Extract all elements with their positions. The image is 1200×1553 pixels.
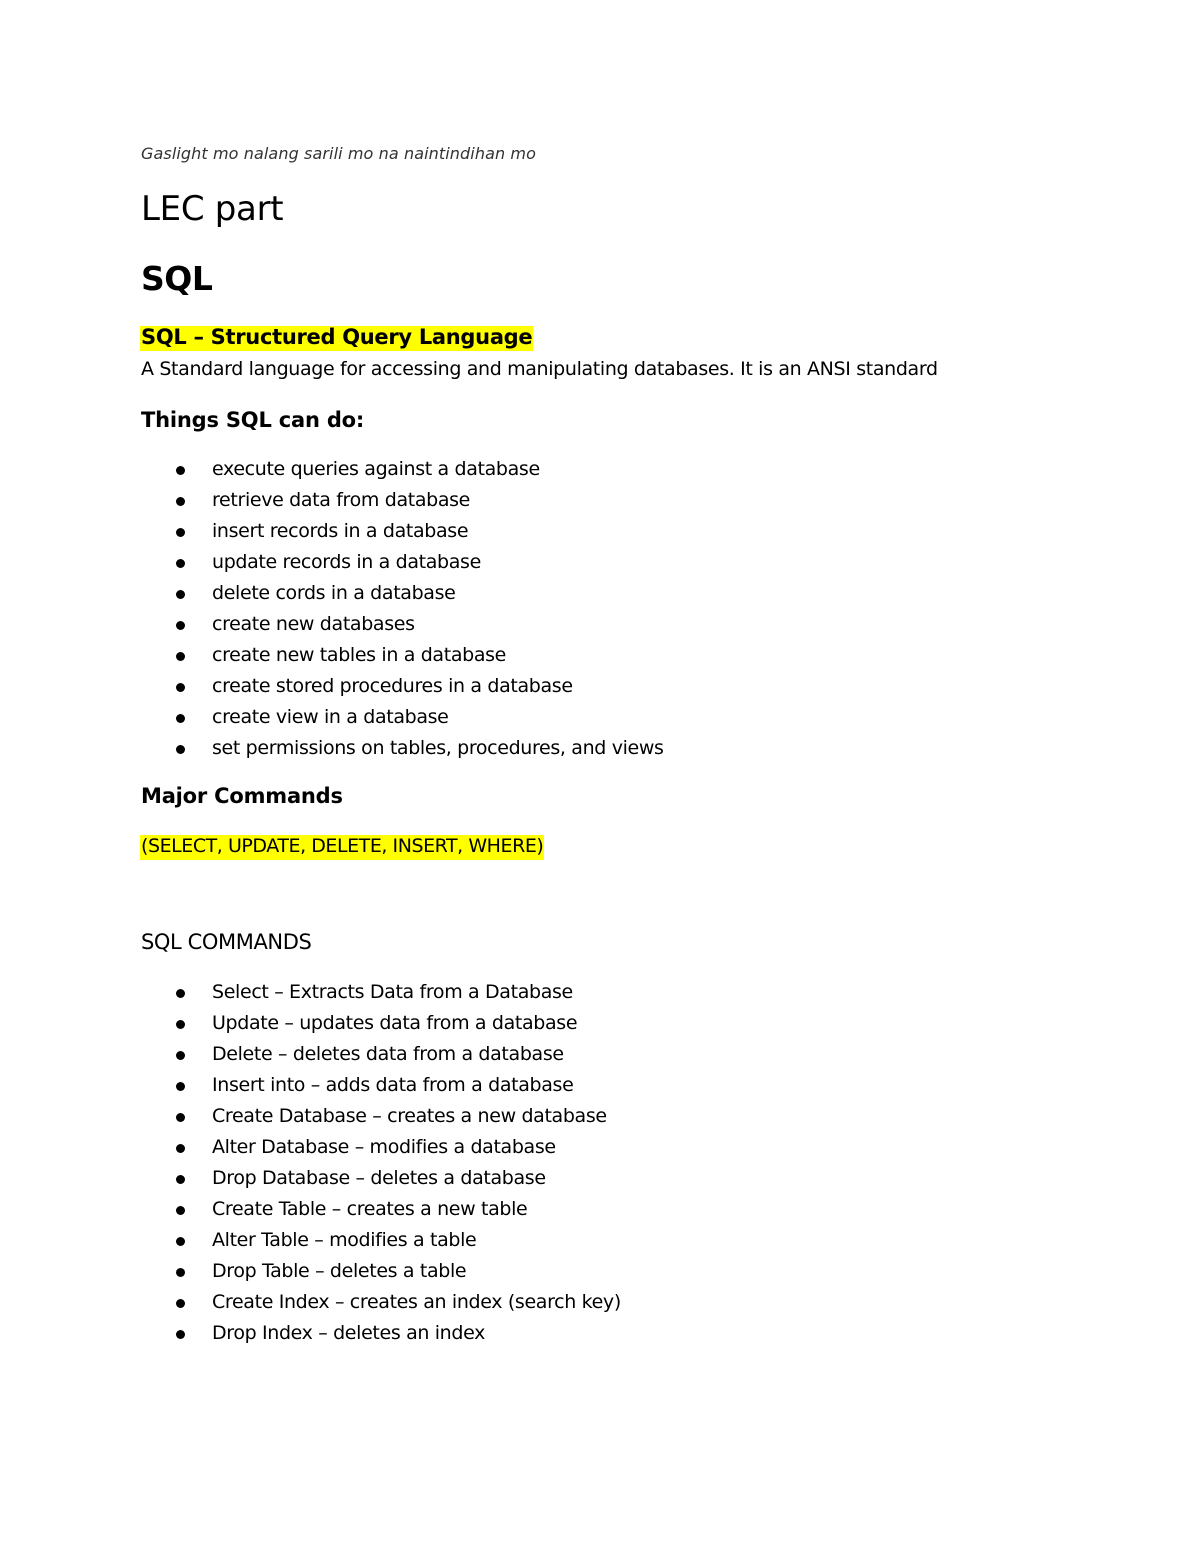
bullet-icon [176,1206,185,1215]
list-item-text: Alter Table – modifies a table [212,1229,477,1251]
list-item-text: create view in a database [212,706,449,728]
bullet-icon [176,683,185,692]
things-sql-can-do-heading: Things SQL can do: [141,408,365,432]
bullet-icon [176,1175,185,1184]
list-item-text: create new tables in a database [212,644,507,666]
list-item-text: Drop Index – deletes an index [212,1322,485,1344]
bullet-icon [176,1330,185,1339]
list-item-text: Select – Extracts Data from a Database [212,981,573,1003]
list-item-text: Create Table – creates a new table [212,1198,528,1220]
bullet-icon [176,652,185,661]
list-item-text: Alter Database – modifies a database [212,1136,556,1158]
bullet-icon [176,621,185,630]
page-title: LEC part [141,189,284,229]
bullet-icon [176,745,185,754]
definition-text: A Standard language for accessing and manipulating databases. It is an ANSI standard [141,358,938,380]
list-item-text: Drop Table – deletes a table [212,1260,467,1282]
bullet-icon [176,1144,185,1153]
intro-line: Gaslight mo nalang sarili mo na naintindihan mo [141,144,536,163]
bullet-icon [176,497,185,506]
list-item-text: retrieve data from database [212,489,471,511]
bullet-icon [176,989,185,998]
bullet-icon [176,1113,185,1122]
list-item-text: execute queries against a database [212,458,540,480]
bullet-icon [176,466,185,475]
list-item-text: Insert into – adds data from a database [212,1074,574,1096]
list-item-text: Drop Database – deletes a database [212,1167,546,1189]
list-item-text: create stored procedures in a database [212,675,573,697]
list-item-text: delete cords in a database [212,582,456,604]
bullet-icon [176,1082,185,1091]
list-item-text: update records in a database [212,551,481,573]
major-commands-values: (SELECT, UPDATE, DELETE, INSERT, WHERE) [140,835,544,860]
bullet-icon [176,559,185,568]
bullet-icon [176,1299,185,1308]
bullet-icon [176,1020,185,1029]
definition-heading: SQL – Structured Query Language [141,325,533,349]
list-item-text: Delete – deletes data from a database [212,1043,564,1065]
list-item-text: Create Index – creates an index (search key) [212,1291,621,1313]
sql-commands-heading: SQL COMMANDS [141,930,312,954]
list-item-text: Create Database – creates a new database [212,1105,607,1127]
bullet-icon [176,1237,185,1246]
bullet-icon [176,590,185,599]
bullet-icon [176,528,185,537]
list-item-text: create new databases [212,613,415,635]
bullet-icon [176,1051,185,1060]
list-item-text: Update – updates data from a database [212,1012,578,1034]
bullet-icon [176,1268,185,1277]
list-item-text: set permissions on tables, procedures, and views [212,737,664,759]
section-heading-sql: SQL [141,259,213,298]
list-item-text: insert records in a database [212,520,469,542]
bullet-icon [176,714,185,723]
major-commands-heading: Major Commands [141,784,343,808]
